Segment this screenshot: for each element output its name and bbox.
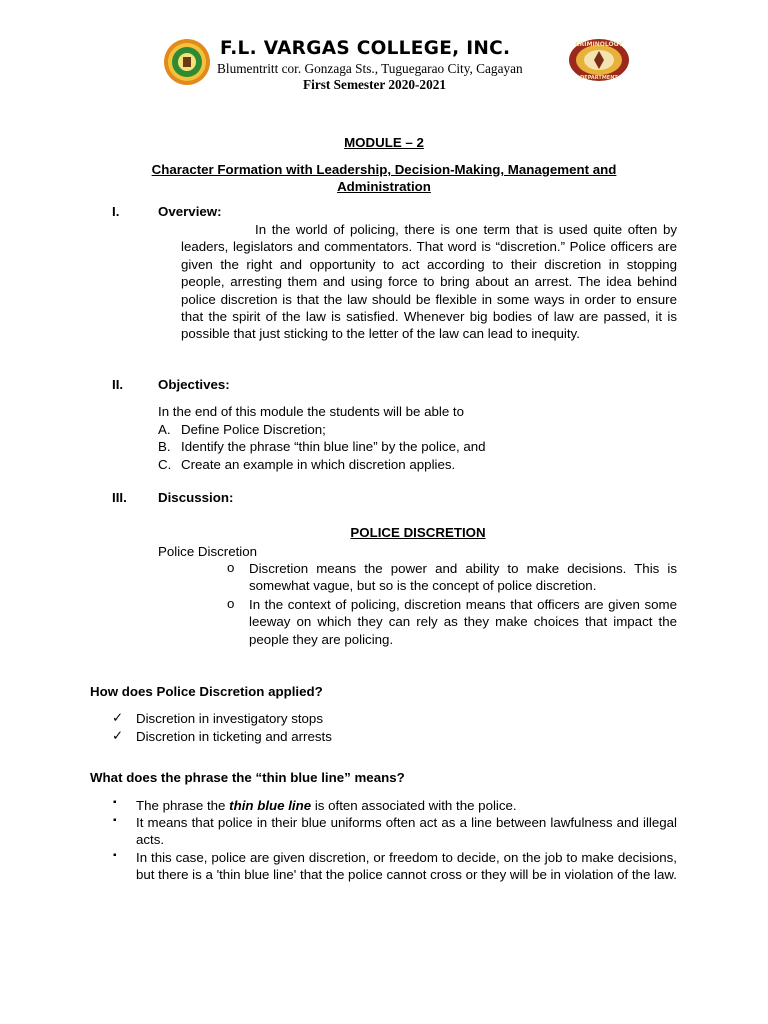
objectives-intro: In the end of this module the students will be able to [158,404,465,419]
logo-text-bottom: DEPARTMENT [580,75,618,81]
applied-item: Discretion in investigatory stops [136,711,323,726]
discussion-numeral: III. [112,490,127,505]
college-name: F.L. VARGAS COLLEGE, INC. [220,38,511,59]
thin-blue-line-item: It means that police in their blue uniforms often act as a line between lawfulness and illegal acts. [136,815,677,848]
college-address: Blumentritt cor. Gonzaga Sts., Tuguegarao City, Cagayan [217,61,523,76]
objectives-heading: Objectives: [158,377,230,392]
module-title: MODULE – 2 [344,135,424,150]
square-bullet-icon: ▪ [113,850,117,861]
discussion-heading: Discussion: [158,490,234,505]
objective-text: Identify the phrase “thin blue line” by the police, and [181,439,486,454]
discussion-bullet: In the context of policing, discretion means that officers are given some leeway on which they can rely as they make choices that impact the people they are policing. [249,597,677,647]
overview-body: In the world of policing, there is one term that is used quite often by leaders, legislators and commentators. That word is “discretion.” Police officers are given the right and opportunity to act according to their discretion in stopping people, arresting them and using force to bring about an arrest. The idea behind police discretion is that the law should be flexible in some ways in order to ensure that the spirit of the law is satisfied. Whenever big bodies of law are passed, it is possible that just sticking to the letter of the law can lead to inequity. [181,222,677,342]
module-subject: Character Formation with Leadership, Decision-Making, Management and Administration [151,162,617,195]
thin-blue-line-heading: What does the phrase the “thin blue line” means? [90,770,405,785]
criminology-department-logo [568,38,630,82]
check-icon: ✓ [112,728,124,743]
objective-item [158,421,326,438]
thin-blue-line-item [136,797,517,814]
objective-marker: B. [158,439,171,454]
thin-blue-line-item: In this case, police are given discretion, or freedom to decide, on the job to make decisions, but there is a 'thin blue line' that the police cannot cross or they will be in violation of the law. [136,850,677,883]
check-icon: ✓ [112,710,124,725]
discussion-label: Police Discretion [158,544,258,559]
logo-text-top: CRIMINOLOGY [575,41,623,48]
applied-heading: How does Police Discretion applied? [90,684,323,699]
discussion-bullet-marker: o [227,560,235,575]
square-bullet-icon: ▪ [113,797,117,808]
college-seal-logo [158,38,216,86]
discussion-section-title: POLICE DISCRETION [350,525,486,540]
objective-item [158,438,486,455]
objective-marker: C. [158,457,172,472]
overview-numeral: I. [112,204,120,219]
overview-heading: Overview: [158,204,222,219]
applied-item: Discretion in ticketing and arrests [136,729,332,744]
objective-text: Define Police Discretion; [181,422,326,437]
item-text-before: The phrase the [136,798,230,813]
discussion-bullet-marker: o [227,596,235,611]
objectives-numeral: II. [112,377,124,392]
objective-text: Create an example in which discretion applies. [181,457,456,472]
thin-blue-line-emphasis: thin blue line [229,798,312,813]
objective-marker: A. [158,422,171,437]
discussion-bullet: Discretion means the power and ability to make decisions. This is somewhat vague, but so is the concept of police discretion. [249,561,677,594]
square-bullet-icon: ▪ [113,815,117,826]
semester-label: First Semester 2020-2021 [303,77,447,92]
objective-item [158,456,456,473]
item-text-after: is often associated with the police. [311,798,517,813]
